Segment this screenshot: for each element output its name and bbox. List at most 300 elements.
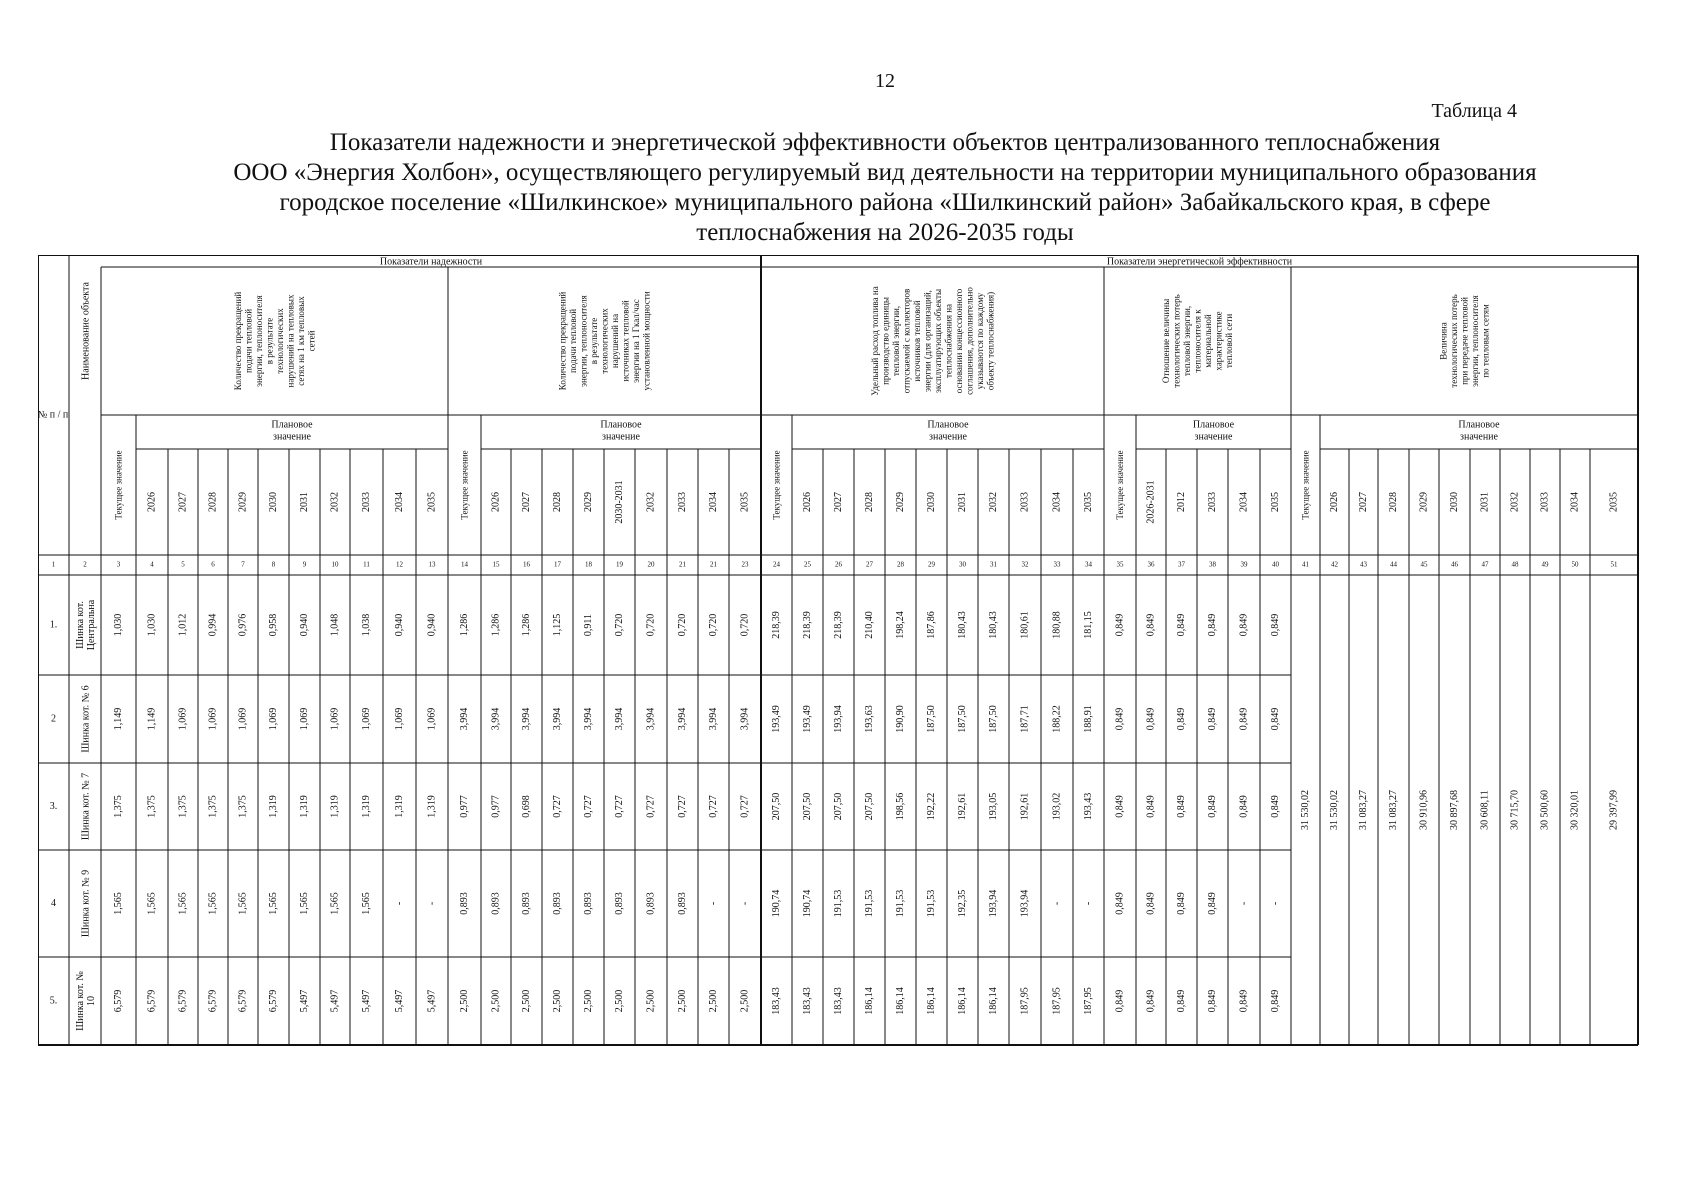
indicator-value: 180,43	[956, 611, 968, 639]
indicator-value: 0,720	[707, 613, 719, 637]
indicator-value: 1,565	[112, 892, 124, 915]
indicator-value: 2,500	[551, 989, 563, 1013]
indicator-value: 198,56	[894, 792, 906, 821]
indicator-value: 1,565	[298, 892, 310, 915]
indicator-value: -	[393, 901, 405, 906]
column-number: 1	[51, 560, 56, 569]
indicator-value: 1,069	[426, 707, 438, 731]
year-header: 2030-2031	[613, 480, 625, 524]
indicator-value: -	[739, 901, 751, 906]
indicator-value: 0,849	[1114, 795, 1126, 818]
indicator-value: 187,50	[925, 705, 937, 733]
indicator-value: 192,22	[925, 792, 937, 821]
year-header: 2034	[1238, 492, 1250, 512]
indicator-value: 0,849	[1175, 795, 1187, 818]
loss-value: 30 608,11	[1479, 790, 1491, 830]
column-number: 14	[461, 560, 468, 569]
year-header: 2028	[207, 492, 219, 512]
column-number: 46	[1451, 560, 1458, 569]
indicator-value: 2,500	[645, 989, 657, 1013]
indicator-value: 6,579	[237, 989, 249, 1013]
column-number: 27	[866, 560, 873, 569]
column-number: 13	[428, 560, 436, 569]
indicator-value: 187,71	[1019, 705, 1031, 733]
year-header: 2030	[1448, 492, 1460, 512]
indicator-value: 0,893	[676, 892, 688, 915]
year-header: 2034	[393, 492, 405, 512]
column-number: 26	[835, 560, 842, 569]
indicator-value: 187,50	[987, 705, 999, 733]
indicator-value: 187,86	[925, 611, 937, 639]
indicator-value: 183,43	[770, 987, 782, 1015]
column-number: 40	[1272, 560, 1279, 569]
indicator-value: 218,39	[770, 611, 782, 639]
column-number: 43	[1360, 560, 1367, 569]
row-number: 5.	[49, 995, 58, 1007]
indicator-value: 1,565	[267, 892, 279, 915]
indicator-value: 0,720	[645, 613, 657, 637]
indicator-header: Величинатехнологических потерьпри передаче тепловойэнергии, теплоносителяпо тепловым сетям	[1438, 294, 1491, 388]
indicator-value: 1,565	[237, 892, 249, 915]
efficiency-group-header: Показатели энергетической эффективности	[1106, 256, 1293, 268]
row-number: 1.	[49, 619, 58, 631]
column-number: 50	[1571, 560, 1579, 569]
indicator-value: 1,069	[267, 707, 279, 731]
indicator-value: 186,14	[956, 987, 968, 1015]
year-header: 2035	[739, 492, 751, 512]
indicator-value: 0,727	[582, 795, 594, 818]
indicator-value: 191,53	[832, 889, 844, 918]
column-number: 34	[1085, 560, 1092, 569]
indicator-table	[38, 255, 1678, 1155]
indicator-value: 0,849	[1238, 795, 1250, 818]
object-name: Шинка кот.Центральна	[75, 599, 97, 651]
year-header: 2029	[237, 492, 249, 512]
indicator-value: 0,849	[1175, 892, 1187, 915]
column-number: 25	[804, 560, 811, 569]
year-header: 2026	[146, 492, 158, 512]
year-header: 2027	[177, 492, 189, 512]
row-number: 4	[51, 897, 56, 909]
indicator-value: 0,893	[613, 892, 625, 915]
indicator-value: 2,500	[676, 989, 688, 1013]
indicator-value: 2,500	[739, 989, 751, 1013]
indicator-value: 193,43	[1082, 792, 1094, 821]
indicator-value: 186,14	[987, 987, 999, 1015]
year-header: 2012	[1175, 492, 1187, 512]
indicator-value: 0,940	[426, 613, 438, 637]
column-number: 44	[1390, 560, 1397, 569]
current-value-header: Текущее значение	[113, 450, 124, 520]
indicator-value: 0,849	[1269, 613, 1281, 637]
indicator-value: 3,994	[582, 707, 594, 731]
indicator-value: 1,319	[393, 795, 405, 818]
year-header: 2029	[582, 492, 594, 512]
indicator-value: 0,958	[267, 613, 279, 637]
year-header: 2031	[956, 492, 968, 512]
indicator-value: 1,319	[298, 795, 310, 818]
indicator-value: 186,14	[894, 987, 906, 1015]
column-number: 30	[959, 560, 966, 569]
indicator-value: 0,720	[739, 613, 751, 637]
indicator-value: 1,069	[207, 707, 219, 731]
column-number: 17	[554, 560, 561, 569]
indicator-value: 191,53	[925, 889, 937, 918]
year-header: 2029	[1418, 492, 1430, 512]
indicator-value: 1,012	[177, 613, 189, 637]
column-number: 8	[271, 560, 276, 569]
indicator-value: 5,497	[393, 989, 405, 1013]
indicator-value: 1,069	[298, 707, 310, 731]
indicator-value: 0,727	[676, 795, 688, 818]
indicator-value: 3,994	[551, 707, 563, 731]
indicator-value: 1,038	[360, 613, 372, 637]
year-header: 2033	[676, 492, 688, 512]
indicator-value: 183,43	[832, 987, 844, 1015]
indicator-value: 2,500	[520, 989, 532, 1013]
indicator-value: 1,048	[329, 613, 341, 637]
indicator-value: 193,63	[863, 705, 875, 733]
column-number: 16	[523, 560, 530, 569]
indicator-value: 187,95	[1082, 987, 1094, 1015]
current-value-header: Текущее значение	[1115, 450, 1126, 520]
indicator-value: 3,994	[458, 707, 470, 731]
indicator-value: 3,994	[613, 707, 625, 731]
indicator-value: 0,720	[613, 613, 625, 637]
indicator-value: 5,497	[329, 989, 341, 1013]
column-number: 45	[1420, 560, 1428, 569]
planned-value-header: Плановое	[927, 419, 969, 431]
column-number: 11	[363, 560, 370, 569]
indicator-value: 190,90	[894, 705, 906, 733]
table-label: Таблица 4	[1431, 100, 1517, 122]
column-number: 21	[710, 560, 717, 569]
column-number: 7	[241, 560, 245, 569]
indicator-value: 193,49	[770, 705, 782, 733]
indicator-value: 0,849	[1145, 707, 1157, 731]
indicator-value: 5,497	[360, 989, 372, 1013]
indicator-value: 193,94	[1019, 889, 1031, 918]
indicator-value: 2,500	[707, 989, 719, 1013]
indicator-value: 0,727	[739, 795, 751, 818]
row-number: 2	[51, 713, 56, 725]
indicator-value: 1,286	[490, 613, 502, 637]
indicator-value: 0,849	[1269, 989, 1281, 1013]
year-header: 2032	[1509, 492, 1521, 512]
indicator-value: 0,849	[1238, 613, 1250, 637]
column-number: 38	[1209, 560, 1216, 569]
column-number: 10	[331, 560, 339, 569]
year-header: 2034	[1569, 492, 1581, 512]
indicator-value: 186,14	[863, 987, 875, 1015]
indicator-value: 0,849	[1269, 707, 1281, 731]
column-number: 47	[1481, 560, 1489, 569]
indicator-value: -	[1082, 901, 1094, 906]
indicator-value: 193,94	[832, 705, 844, 733]
indicator-value: 218,39	[832, 611, 844, 639]
year-header: 2027	[832, 492, 844, 512]
year-header: 2030	[267, 492, 279, 512]
indicator-value: 0,849	[1114, 989, 1126, 1013]
year-header: 2035	[1608, 492, 1620, 512]
indicator-value: 1,030	[112, 613, 124, 637]
indicator-value: 1,319	[360, 795, 372, 818]
indicator-value: 0,849	[1206, 892, 1218, 915]
indicator-value: 1,375	[146, 795, 158, 818]
indicator-header: Удельный расход топлива напроизводство единицытепловой энергии,отпускаемой с коллекторовисточников тепловойэнергии (для организаций,эксплуатирующих объектытеплоснабжения наосновании концессионногосоглашения, дополнительноуказываются по каждомуобъекту теплоснабжения)	[869, 286, 996, 396]
year-header: 2028	[1387, 492, 1399, 512]
indicator-value: 1,286	[458, 613, 470, 637]
indicator-value: 207,50	[863, 792, 875, 821]
indicator-value: 2,500	[582, 989, 594, 1013]
indicator-value: 1,319	[426, 795, 438, 818]
object-name: Шинка кот. №10	[75, 971, 97, 1031]
indicator-value: 1,565	[146, 892, 158, 915]
indicator-value: 1,319	[329, 795, 341, 818]
column-number: 18	[585, 560, 592, 569]
indicator-value: 191,53	[863, 889, 875, 918]
indicator-value: 1,069	[237, 707, 249, 731]
indicator-value: 1,565	[360, 892, 372, 915]
column-number: 42	[1331, 560, 1338, 569]
year-header: 2033	[1539, 492, 1551, 512]
indicator-value: 1,565	[329, 892, 341, 915]
indicator-value: 193,94	[987, 889, 999, 918]
object-name: Шинка кот. № 7	[80, 772, 92, 841]
indicator-value: 1,565	[177, 892, 189, 915]
indicator-value: 1,565	[207, 892, 219, 915]
indicator-value: 1,286	[520, 613, 532, 637]
indicator-value: 207,50	[770, 792, 782, 821]
loss-value: 30 500,60	[1539, 790, 1551, 830]
indicator-value: 6,579	[267, 989, 279, 1013]
year-header: 2034	[707, 492, 719, 512]
indicator-value: 191,53	[894, 889, 906, 918]
indicator-value: 1,375	[112, 795, 124, 818]
loss-value: 30 320,01	[1569, 790, 1581, 830]
column-number: 39	[1240, 560, 1248, 569]
indicator-value: 1,069	[393, 707, 405, 731]
indicator-value: 3,994	[707, 707, 719, 731]
indicator-value: 6,579	[207, 989, 219, 1013]
indicator-value: 6,579	[112, 989, 124, 1013]
indicator-value: 187,95	[1051, 987, 1063, 1015]
indicator-value: 180,88	[1051, 611, 1063, 639]
indicator-value: 3,994	[490, 707, 502, 731]
indicator-value: 0,849	[1269, 795, 1281, 818]
name-column-header: Наименование объекта	[80, 282, 92, 380]
indicator-value: 3,994	[645, 707, 657, 731]
column-number: 21	[679, 560, 686, 569]
indicator-value: 0,849	[1114, 613, 1126, 637]
planned-value-header: значение	[602, 431, 640, 443]
planned-value-header: Плановое	[1458, 419, 1500, 431]
indicator-value: -	[1269, 901, 1281, 906]
indicator-value: 0,911	[582, 613, 594, 637]
planned-value-header: Плановое	[600, 419, 642, 431]
reliability-group-header: Показатели надежности	[379, 256, 483, 268]
object-name: Шинка кот. № 6	[80, 685, 92, 753]
indicator-value: 0,849	[1238, 989, 1250, 1013]
title-line: Показатели надежности и энергетической эффективности объектов централизованного теплоснабжения	[329, 129, 1441, 156]
indicator-value: 192,35	[956, 889, 968, 918]
title-line: городское поселение «Шилкинское» муниципального района «Шилкинский район» Забайкальского края, в сфере	[279, 189, 1491, 216]
num-column-header: № п / п	[38, 409, 69, 421]
indicator-value: 0,849	[1206, 707, 1218, 731]
indicator-value: 0,976	[237, 613, 249, 637]
indicator-value: 0,849	[1145, 795, 1157, 818]
indicator-value: 0,698	[520, 795, 532, 818]
column-number: 4	[150, 560, 154, 569]
indicator-value: 192,61	[956, 792, 968, 821]
column-number: 51	[1610, 560, 1618, 569]
indicator-value: 1,069	[329, 707, 341, 731]
indicator-value: 0,893	[645, 892, 657, 915]
column-number: 32	[1021, 560, 1029, 569]
year-header: 2028	[863, 492, 875, 512]
indicator-value: 0,849	[1114, 892, 1126, 915]
column-number: 41	[1302, 560, 1309, 569]
indicator-value: 188,22	[1051, 705, 1063, 733]
year-header: 2033	[360, 492, 372, 512]
indicator-value: 0,893	[582, 892, 594, 915]
indicator-value: 0,893	[520, 892, 532, 915]
indicator-value: 0,849	[1145, 892, 1157, 915]
loss-value: 31 083,27	[1357, 790, 1369, 830]
indicator-value: -	[1051, 901, 1063, 906]
year-header: 2026	[801, 492, 813, 512]
indicator-value: 193,02	[1051, 792, 1063, 821]
indicator-value: 193,49	[801, 705, 813, 733]
indicator-value: 0,727	[551, 795, 563, 818]
title-line: теплоснабжения на 2026-2035 годы	[696, 219, 1074, 246]
indicator-value: 1,069	[360, 707, 372, 731]
column-number: 24	[773, 560, 780, 569]
indicator-value: 0,849	[1175, 707, 1187, 731]
column-number: 33	[1053, 560, 1061, 569]
indicator-value: 0,849	[1145, 613, 1157, 637]
column-number: 6	[211, 560, 215, 569]
indicator-value: 198,24	[894, 611, 906, 639]
column-number: 29	[928, 560, 935, 569]
indicator-value: 0,977	[490, 795, 502, 818]
indicator-value: 0,893	[490, 892, 502, 915]
page-number: 12	[875, 70, 895, 92]
year-header: 2031	[1479, 492, 1491, 512]
indicator-value: 188,91	[1082, 705, 1094, 733]
indicator-value: 187,95	[1019, 987, 1031, 1015]
loss-value: 31 083,27	[1387, 790, 1399, 830]
indicator-value: 0,849	[1175, 613, 1187, 637]
year-header: 2026-2031	[1145, 480, 1157, 524]
indicator-value: 0,727	[613, 795, 625, 818]
indicator-value: -	[707, 901, 719, 906]
column-number: 12	[396, 560, 403, 569]
indicator-value: 183,43	[801, 987, 813, 1015]
row-number: 3.	[49, 800, 58, 812]
year-header: 2031	[298, 492, 310, 512]
indicator-value: 6,579	[146, 989, 158, 1013]
indicator-value: 1,149	[112, 707, 124, 731]
planned-value-header: Плановое	[1192, 419, 1235, 431]
indicator-value: 3,994	[739, 707, 751, 731]
indicator-value: 181,15	[1082, 611, 1094, 639]
indicator-value: 1,375	[237, 795, 249, 818]
indicator-value: 5,497	[298, 989, 310, 1013]
planned-value-header: значение	[1194, 431, 1233, 443]
indicator-value: 0,940	[393, 613, 405, 637]
indicator-value: 0,849	[1175, 989, 1187, 1013]
indicator-value: 2,500	[458, 989, 470, 1013]
indicator-value: 180,61	[1019, 611, 1031, 639]
year-header: 2028	[551, 492, 563, 512]
year-header: 2035	[426, 492, 438, 512]
loss-value: 30 715,70	[1509, 790, 1521, 830]
year-header: 2029	[894, 492, 906, 512]
indicator-value: 190,74	[770, 889, 782, 918]
indicator-header: Количество прекращенийподачи тепловойэнергии, теплоносителяв результатетехнологическихнарушений наисточниках тепловойэнергии на 1 Гкал/часустановленной мощности	[557, 291, 652, 391]
column-number: 3	[116, 560, 121, 569]
indicator-header: Отношение величинытехнологических потерьтепловой энергии,теплоносителя кматериальнойхарактеристикетепловой сети	[1161, 294, 1235, 388]
column-number: 31	[990, 560, 997, 569]
column-number: 36	[1147, 560, 1155, 569]
column-number: 2	[83, 560, 87, 569]
indicator-value: 6,579	[177, 989, 189, 1013]
indicator-value: 0,893	[551, 892, 563, 915]
indicator-value: 0,727	[645, 795, 657, 818]
indicator-value: 210,40	[863, 611, 875, 639]
column-number: 9	[302, 560, 307, 569]
indicator-value: 0,849	[1206, 613, 1218, 637]
indicator-value: 180,43	[987, 611, 999, 639]
indicator-value: 1,319	[267, 795, 279, 818]
indicator-value: 2,500	[490, 989, 502, 1013]
column-number: 5	[181, 560, 185, 569]
indicator-header: Количество прекращенийподачи тепловойэнергии, теплоносителяв результатетехнологическихнарушений на тепловыхсетях на 1 км тепловыхсетей	[232, 291, 317, 391]
column-number: 23	[741, 560, 749, 569]
document-title	[80, 128, 1690, 248]
indicator-value: 0,849	[1238, 707, 1250, 731]
column-number: 15	[492, 560, 500, 569]
indicator-value: 0,977	[458, 795, 470, 818]
year-header: 2026	[490, 492, 502, 512]
indicator-value: 3,994	[520, 707, 532, 731]
indicator-value: 0,940	[298, 613, 310, 637]
column-number: 48	[1511, 560, 1519, 569]
indicator-value: 2,500	[613, 989, 625, 1013]
indicator-value: 5,497	[426, 989, 438, 1013]
planned-value-header: значение	[1460, 431, 1498, 443]
indicator-value: 207,50	[832, 792, 844, 821]
indicator-value: 186,14	[925, 987, 937, 1015]
indicator-value: 1,375	[207, 795, 219, 818]
year-header: 2027	[1357, 492, 1369, 512]
loss-value: 29 397,99	[1608, 790, 1620, 830]
indicator-value: 1,149	[146, 707, 158, 731]
current-value-header: Текущее значение	[771, 450, 782, 520]
indicator-value: 1,069	[177, 707, 189, 731]
loss-value: 30 910,96	[1418, 790, 1430, 830]
indicator-value: -	[426, 901, 438, 906]
indicator-value: 0,727	[707, 795, 719, 818]
planned-value-header: значение	[929, 431, 967, 443]
indicator-value: 0,994	[207, 613, 219, 637]
year-header: 2032	[987, 492, 999, 512]
indicator-value: 190,74	[801, 889, 813, 918]
year-header: 2027	[520, 492, 532, 512]
indicator-value: 0,849	[1114, 707, 1126, 731]
indicator-value: 0,849	[1145, 989, 1157, 1013]
